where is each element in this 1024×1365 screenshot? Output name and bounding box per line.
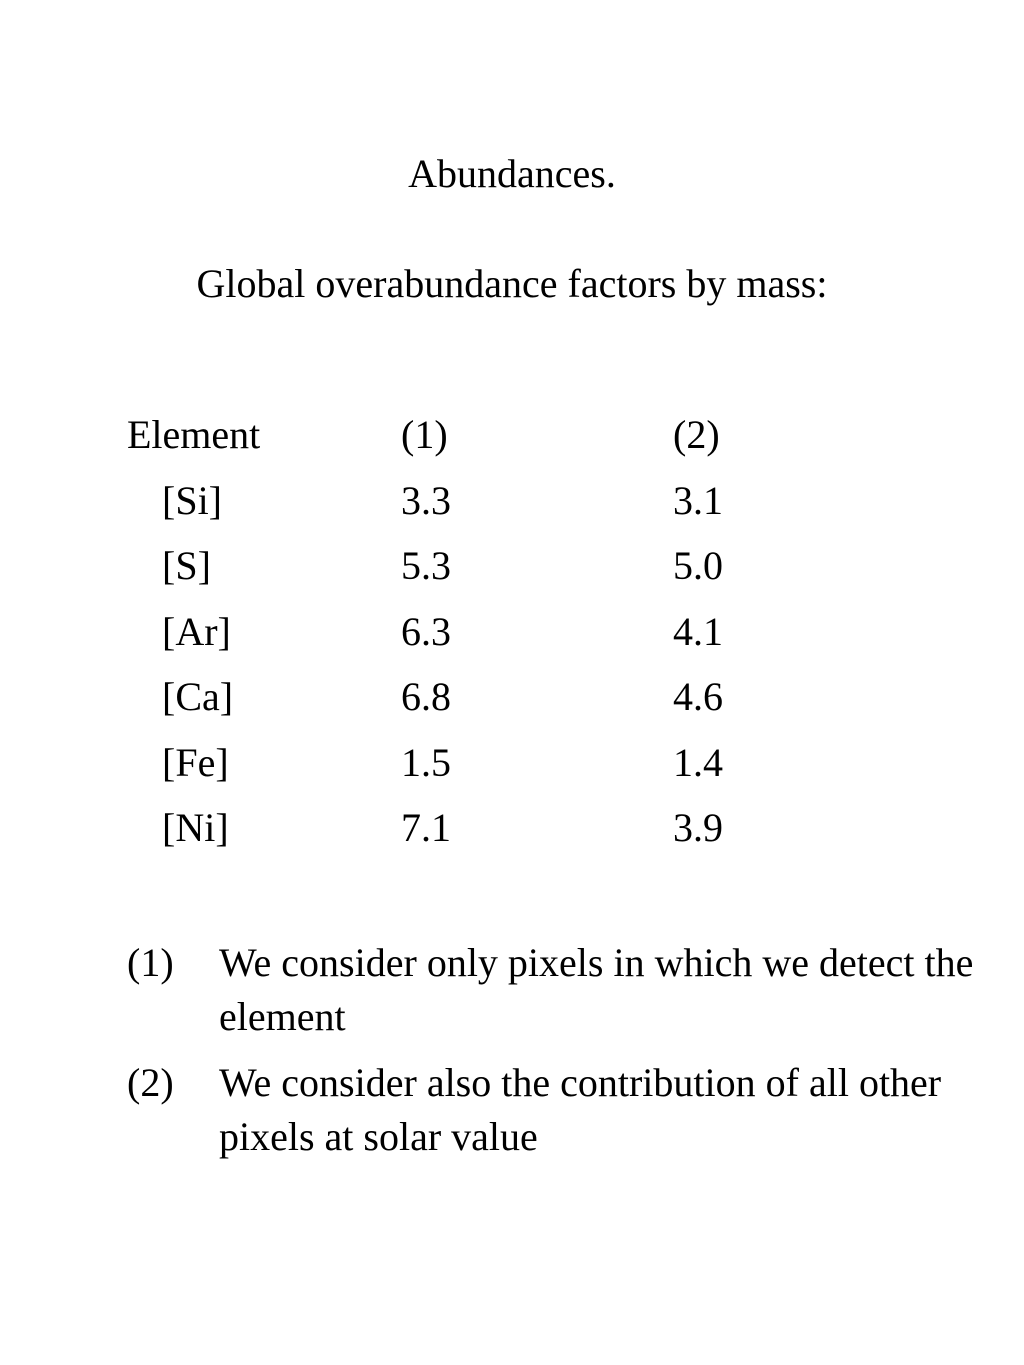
header-col-2: (2) xyxy=(673,412,720,457)
footnote xyxy=(127,936,997,1044)
value-col-2: 4.6 xyxy=(673,674,723,719)
footnote xyxy=(127,1056,997,1164)
footnote-number: (2) xyxy=(127,1060,174,1105)
element-cell: [Ca] xyxy=(162,674,234,719)
header-element: Element xyxy=(127,412,261,457)
table-row xyxy=(0,738,1024,804)
value-col-2: 3.1 xyxy=(673,477,723,523)
abundance-table xyxy=(0,410,1024,869)
value-col-2: 3.9 xyxy=(673,805,723,850)
element-cell: [Fe] xyxy=(162,739,229,785)
footnotes xyxy=(127,936,997,1176)
element-cell: [Ni] xyxy=(162,805,229,850)
table-row xyxy=(0,607,1024,673)
element-cell: [S] xyxy=(162,543,211,588)
table-header-row xyxy=(0,410,1024,476)
value-col-2: 1.4 xyxy=(673,739,723,785)
table-row xyxy=(0,541,1024,607)
table-row xyxy=(0,476,1024,542)
table-row xyxy=(0,803,1024,869)
value-col-1: 6.8 xyxy=(401,674,451,719)
table-row xyxy=(0,672,1024,738)
slide-title: Abundances. xyxy=(408,151,616,196)
value-col-1: 7.1 xyxy=(401,805,451,850)
value-col-1: 5.3 xyxy=(401,543,451,588)
element-cell: [Ar] xyxy=(162,608,231,654)
value-col-2: 4.1 xyxy=(673,608,723,654)
element-cell: [Si] xyxy=(162,477,222,523)
value-col-1: 1.5 xyxy=(401,739,451,785)
footnote-text: We consider also the contribution of all other pixels at solar value xyxy=(219,1060,942,1159)
slide-subtitle: Global overabundance factors by mass: xyxy=(196,261,828,306)
footnote-number: (1) xyxy=(127,940,174,985)
value-col-1: 3.3 xyxy=(401,477,451,523)
footnote-text: We consider only pixels in which we detect the element xyxy=(219,940,974,1039)
value-col-2: 5.0 xyxy=(673,543,723,588)
value-col-1: 6.3 xyxy=(401,608,451,654)
header-col-1: (1) xyxy=(401,412,448,457)
